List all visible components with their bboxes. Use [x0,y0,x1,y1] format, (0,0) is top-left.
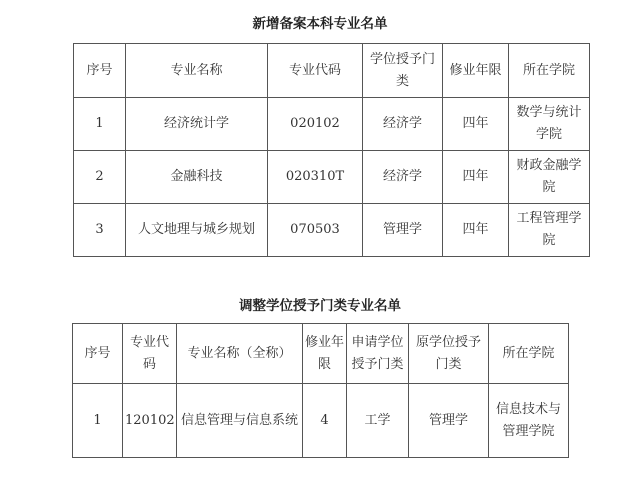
table-cell: 1 [73,384,123,458]
header-cell: 所在学院 [489,324,569,384]
table-cell: 四年 [443,98,509,151]
table-cell: 工学 [347,384,409,458]
table-row [74,204,590,257]
table-header-row [73,324,569,384]
table-cell: 工程管理学院 [509,204,590,257]
table-header-row [74,44,590,98]
header-cell: 学位授予门类 [363,44,443,98]
table-cell: 1 [74,98,126,151]
table-cell: 四年 [443,151,509,204]
table-cell: 经济学 [363,98,443,151]
table-row [74,98,590,151]
table-cell: 管理学 [409,384,489,458]
table-cell: 金融科技 [126,151,268,204]
header-cell: 原学位授予门类 [409,324,489,384]
table-cell: 财政金融学院 [509,151,590,204]
table2-title: 调整学位授予门类专业名单 [239,298,401,314]
table-cell: 管理学 [363,204,443,257]
header-cell: 专业代码 [123,324,177,384]
header-cell: 序号 [74,44,126,98]
header-cell: 专业名称（全称） [177,324,303,384]
table-cell: 120102 [123,384,177,458]
table-cell: 2 [74,151,126,204]
table-cell: 020102 [268,98,363,151]
table-cell: 人文地理与城乡规划 [126,204,268,257]
header-cell: 专业代码 [268,44,363,98]
table-cell: 信息管理与信息系统 [177,384,303,458]
table1-title: 新增备案本科专业名单 [252,16,388,32]
table-cell: 070503 [268,204,363,257]
header-cell: 所在学院 [509,44,590,98]
table-row [73,384,569,458]
table-row [74,151,590,204]
header-cell: 修业年限 [443,44,509,98]
table-cell: 数学与统计学院 [509,98,590,151]
header-cell: 序号 [73,324,123,384]
table-cell: 3 [74,204,126,257]
table-cell: 四年 [443,204,509,257]
header-cell: 申请学位授予门类 [347,324,409,384]
adjusted-degree-table [72,323,569,458]
table-cell: 4 [303,384,347,458]
header-cell: 修业年限 [303,324,347,384]
table-cell: 经济统计学 [126,98,268,151]
table-cell: 信息技术与管理学院 [489,384,569,458]
header-cell: 专业名称 [126,44,268,98]
new-majors-table [73,43,590,257]
table-cell: 020310T [268,151,363,204]
table-cell: 经济学 [363,151,443,204]
